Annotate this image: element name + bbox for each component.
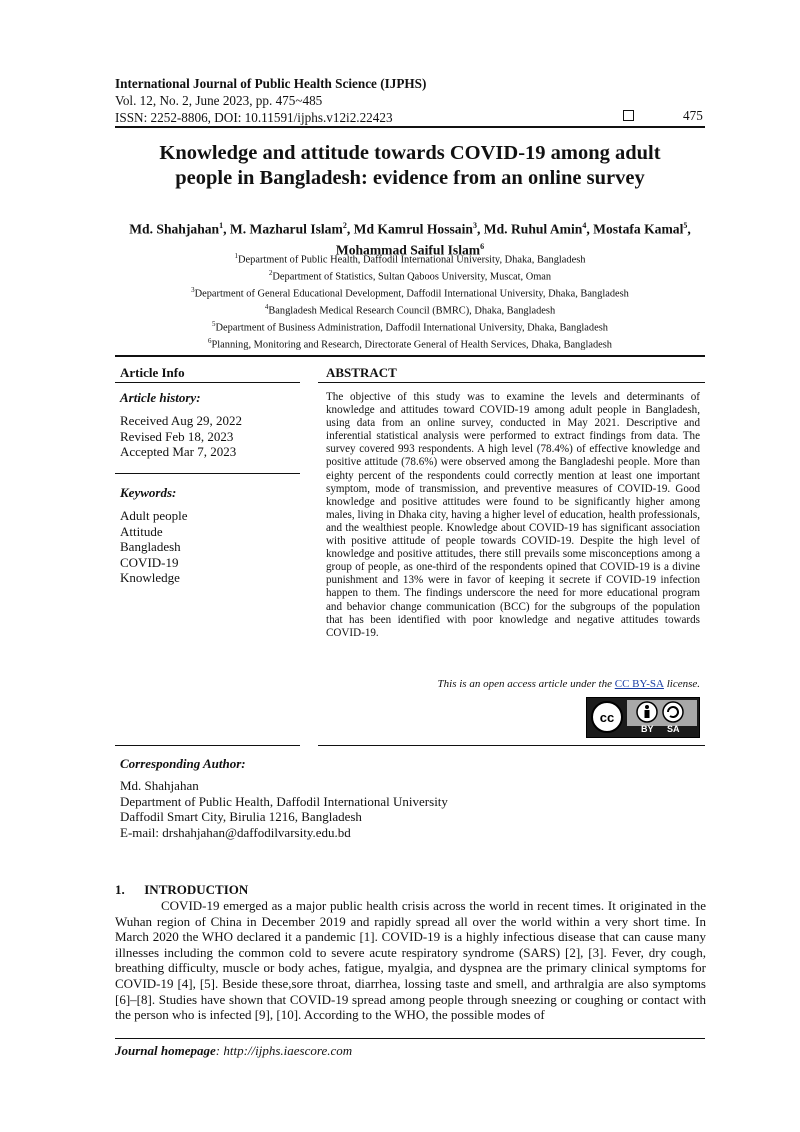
author: Mostafa Kamal: [593, 221, 684, 237]
page-number: 475: [683, 108, 703, 123]
history-dates: [120, 413, 242, 460]
corresponding-heading: Corresponding Author:: [120, 756, 246, 771]
divider: [115, 745, 300, 746]
journal-homepage: [115, 1043, 352, 1059]
affiliation-list: [115, 250, 705, 352]
author: M. Mazharul Islam: [229, 221, 343, 237]
author-sup: 3: [472, 221, 477, 230]
homepage-label: Journal homepage: [115, 1043, 216, 1058]
footer-rule: [115, 1038, 705, 1039]
corresponding-details: [120, 778, 448, 840]
author: Md. Shahjahan: [129, 221, 220, 237]
keyword: Adult people: [120, 508, 188, 523]
header-rule: [115, 126, 705, 128]
cc-by-sa-link[interactable]: CC BY-SA: [614, 678, 664, 690]
affiliation: $^4$Bangladesh Medical Research Council (BMRC), Dhaka, Bangladesh: [264, 303, 556, 317]
history-heading: Article history:: [120, 390, 201, 405]
paper-title: [115, 141, 705, 191]
corresponding-address: Daffodil Smart City, Birulia 1216, Bangladesh: [120, 809, 362, 824]
abstract-heading: ABSTRACT: [326, 365, 397, 380]
author: Mohammad Saiful Islam: [335, 242, 481, 258]
revised-date: Revised Feb 18, 2023: [120, 428, 234, 444]
divider: [115, 382, 300, 383]
keyword: COVID-19: [120, 554, 179, 570]
square-box-icon: [623, 110, 634, 121]
journal-name: International Journal of Public Health Science (IJPHS): [115, 76, 427, 91]
affiliation: $^2$Department of Statistics, Sultan Qaboos University, Muscat, Oman: [268, 269, 552, 283]
accepted-date: Accepted Mar 7, 2023: [120, 444, 237, 459]
author-sup: 4: [582, 221, 587, 230]
divider: [318, 382, 705, 383]
divider: [115, 473, 300, 474]
introduction-text: COVID-19 emerged as a major public health crisis across the world in recent times. It originated in the Wuhan region of China in December 2019 and rapidly spread all over the world within a very short time. In March 2020 the WHO declared it a pandemic [1]. COVID-19 is a highly infectious disease that can cause many illnesses including the common cold to severe acute respiratory syndrome (SARS) [2], [3]. Fever, dry cough, breathing difficulty, muscle or body aches, fatigue, myalgia, and dyspnea are the primary clinical symptoms for COVID-19 [4], [5]. Beside these,sore throat, diarrhea, lossing taste and smell, and arthralgia are also symptoms [6]–[8]. Studies have shown that COVID-19 spread among people through sneezing or coughing or contact with the person who is infected [9], [10]. According to the WHO, the possible modes of: [115, 898, 706, 1023]
volume-info: Vol. 12, No. 2, June 2023, pp. 475~485: [115, 93, 323, 108]
issn-doi: ISSN: 2252-8806, DOI: 10.11591/ijphs.v12i2.22423: [115, 110, 393, 125]
author-list: Md. Shahjahan$^1$, M. Mazharul Islam$^2$, Md Kamrul Hossain$^3$, Md. Ruhul Amin$^4$, Mostafa Kamal$^5$, Mohammad Saiful Islam$^6$: [129, 221, 691, 258]
author-sup: 2: [342, 221, 347, 230]
article-info-heading: Article Info: [120, 365, 185, 380]
corresponding-email[interactable]: E-mail: drshahjahan@daffodilvarsity.edu.bd: [120, 824, 351, 840]
corresponding-dept: Department of Public Health, Daffodil International University: [120, 793, 448, 809]
badge-sa-label: SA: [667, 724, 680, 734]
author-sup: 5: [683, 221, 688, 230]
corresponding-name: Md. Shahjahan: [120, 778, 199, 793]
keyword: Knowledge: [120, 570, 180, 585]
received-date: Received Aug 29, 2022: [120, 413, 243, 428]
divider: [318, 745, 705, 746]
keywords-heading: Keywords:: [120, 485, 177, 500]
section-rule: [115, 355, 705, 357]
keyword-list: [120, 508, 188, 586]
keyword: Bangladesh: [120, 539, 181, 554]
homepage-url[interactable]: : http://ijphs.iaescore.com: [215, 1043, 353, 1058]
badge-by-label: BY: [641, 724, 654, 734]
abstract-text: The objective of this study was to examine the levels and determinants of knowledge and attitudes toward COVID-19 among adult people in Bangladesh, using data from an online survey, conducted in May 2021. Descriptive and inferential statistical analysis were performed to extract findings from data. The survey covered 993 respondents. A high level (78.4%) of effective knowledge and positive attitude (78.6%) were observed among the Bangladeshi people. More than eighty percent of the respondents could correctly mention at least one important symptom, mode of transmission, and preventive measures of COVID-19. Good knowledge and positive attitudes were found to be significantly higher among males, living in Dhaka city, having a higher level of education, health professionals, and the wealthiest people. Knowledge about COVID-19 has significant association with positive attitude of people towards COVID-19. Despite the high level of knowledge and positive attitudes, there still prevails some misconceptions among a group of people, as one-third of the respondents opined that COVID-19 is a divine punishment and 13% were in favor of keeping it secrete if COVID-19 infection happen to them. The findings underscore the need for more educational program and behavior change communication (BCC) for the subgroups of the population that has been identified with poor knowledge and negative attitudes towards COVID-19.: [326, 391, 700, 639]
cc-by-sa-badge-icon[interactable]: [586, 697, 700, 738]
author: Md. Ruhul Amin: [483, 221, 583, 237]
affiliation: $^1$Department of Public Health, Daffodil International University, Dhaka, Bangladesh: [234, 252, 586, 266]
title-line-2: people in Bangladesh: evidence from an online survey: [175, 167, 645, 189]
affiliation: $^3$Department of General Educational Development, Daffodil International University, Dhaka, Bangladesh: [191, 286, 629, 300]
svg-text:cc: cc: [599, 710, 615, 725]
affiliation: $^6$Planning, Monitoring and Research, Directorate General of Health Services, Dhaka, Bangladesh: [208, 337, 612, 351]
introduction-heading: 1. INTRODUCTION: [115, 882, 249, 897]
title-line-1: Knowledge and attitude towards COVID-19 among adult: [159, 142, 661, 164]
keyword: Attitude: [120, 523, 163, 539]
license-note: This is an open access article under the CC BY-SA license.: [437, 678, 700, 690]
author-sup: 1: [219, 221, 224, 230]
author: Md Kamrul Hossain: [353, 221, 473, 237]
author-sup: 6: [480, 241, 485, 251]
affiliation: $^5$Department of Business Administration, Daffodil International University, Dhaka, Bangladesh: [212, 320, 608, 334]
